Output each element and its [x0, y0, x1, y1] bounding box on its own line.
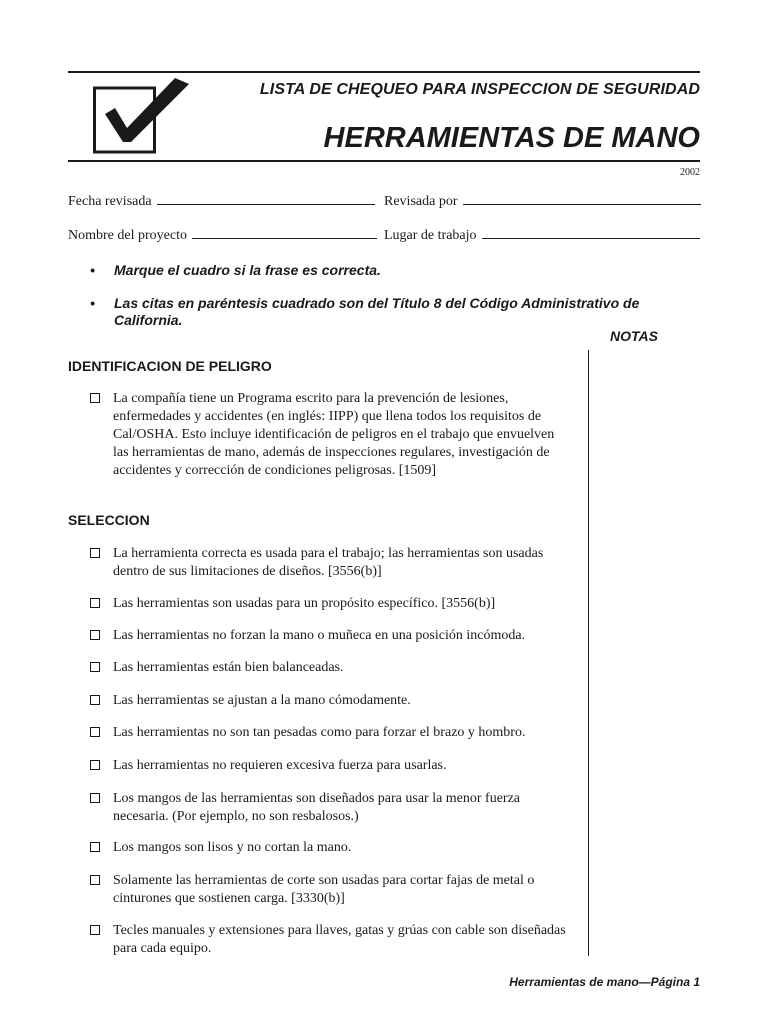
checklist-item-text: Tecles manuales y extensiones para llaves, gatas y grúas con cable son diseñadas para cada equipo. — [113, 923, 566, 956]
instruction-text: Las citas en paréntesis cuadrado son del Título 8 del Código Administrativo de California. — [114, 295, 640, 328]
review-row — [68, 192, 700, 212]
checkbox[interactable] — [90, 842, 100, 852]
checkbox[interactable] — [90, 548, 100, 558]
checklist-item-text: La herramienta correcta es usada para el trabajo; las herramientas son usadas dentro de sus limitaciones de diseños. [3556(b)] — [113, 546, 544, 579]
checklist-item-text: Las herramientas no requieren excesiva fuerza para usarlas. — [113, 758, 447, 773]
project-row — [68, 226, 700, 246]
checkbox[interactable] — [90, 695, 100, 705]
revisada-por-field[interactable] — [384, 192, 701, 210]
checklist-item-text: Los mangos son lisos y no cortan la mano. — [113, 840, 352, 855]
page-title: HERRAMIENTAS DE MANO — [323, 122, 700, 154]
checklist-item-text: Las herramientas se ajustan a la mano cómodamente. — [113, 693, 411, 708]
revisada-por-line[interactable] — [463, 192, 701, 205]
lugar-trabajo-label: Lugar de trabajo — [384, 228, 477, 243]
nombre-proyecto-field[interactable] — [68, 226, 377, 244]
checklist-item-text: Los mangos de las herramientas son diseñados para usar la menor fuerza necesaria. (Por ejemplo, no son resbalosos.) — [113, 791, 521, 824]
checklist-item-text: Las herramientas no forzan la mano o muñeca en una posición incómoda. — [113, 628, 526, 643]
checkbox[interactable] — [90, 630, 100, 640]
bullet-icon: • — [90, 295, 95, 311]
fecha-revisada-line[interactable] — [157, 192, 375, 205]
section-heading-seleccion: SELECCION — [68, 512, 150, 528]
checkbox[interactable] — [90, 793, 100, 803]
checkbox[interactable] — [90, 875, 100, 885]
checkbox[interactable] — [90, 727, 100, 737]
notes-divider — [588, 350, 589, 956]
checkmark-box-icon — [93, 76, 193, 156]
page-footer: Herramientas de mano—Página 1 — [509, 975, 700, 989]
section-heading-identificacion: IDENTIFICACION DE PELIGRO — [68, 358, 272, 374]
checklist-item-text: Las herramientas están bien balanceadas. — [113, 660, 344, 675]
checklist-item-text: Las herramientas son usadas para un propósito específico. [3556(b)] — [113, 596, 496, 611]
nombre-proyecto-label: Nombre del proyecto — [68, 228, 187, 243]
checkbox[interactable] — [90, 598, 100, 608]
checkbox[interactable] — [90, 662, 100, 672]
checkbox[interactable] — [90, 925, 100, 935]
checklist-subtitle: LISTA DE CHEQUEO PARA INSPECCION DE SEGURIDAD — [259, 81, 700, 98]
fecha-revisada-label: Fecha revisada — [68, 194, 152, 209]
checkbox[interactable] — [90, 760, 100, 770]
checklist-item-text: Las herramientas no son tan pesadas como para forzar el brazo y hombro. — [113, 725, 526, 740]
notes-label: NOTAS — [610, 328, 658, 344]
lugar-trabajo-field[interactable] — [384, 226, 700, 244]
fecha-revisada-field[interactable] — [68, 192, 375, 210]
header-top-rule — [68, 71, 700, 73]
revisada-por-label: Revisada por — [384, 194, 458, 209]
header-bottom-rule — [68, 160, 700, 162]
bullet-icon: • — [90, 262, 95, 278]
checkbox[interactable] — [90, 393, 100, 403]
checklist-item-text: La compañía tiene un Programa escrito para la prevención de lesiones, enfermedades y accidentes (en inglés: IIPP) que llena todos los requisitos de Cal/OSHA. Esto incluye identificación de peligros en el trabajo que envuelven las herramientas de mano, además de inspecciones regulares, investigación de accidentes y corrección de condiciones peligrosas. [1509] — [113, 391, 555, 478]
document-year: 2002 — [680, 167, 700, 178]
instruction-text: Marque el cuadro si la frase es correcta. — [114, 262, 381, 278]
checklist-item-text: Solamente las herramientas de corte son usadas para cortar fajas de metal o cinturones que sostienen carga. [3330(b)] — [113, 873, 535, 906]
nombre-proyecto-line[interactable] — [192, 226, 377, 239]
lugar-trabajo-line[interactable] — [482, 226, 700, 239]
